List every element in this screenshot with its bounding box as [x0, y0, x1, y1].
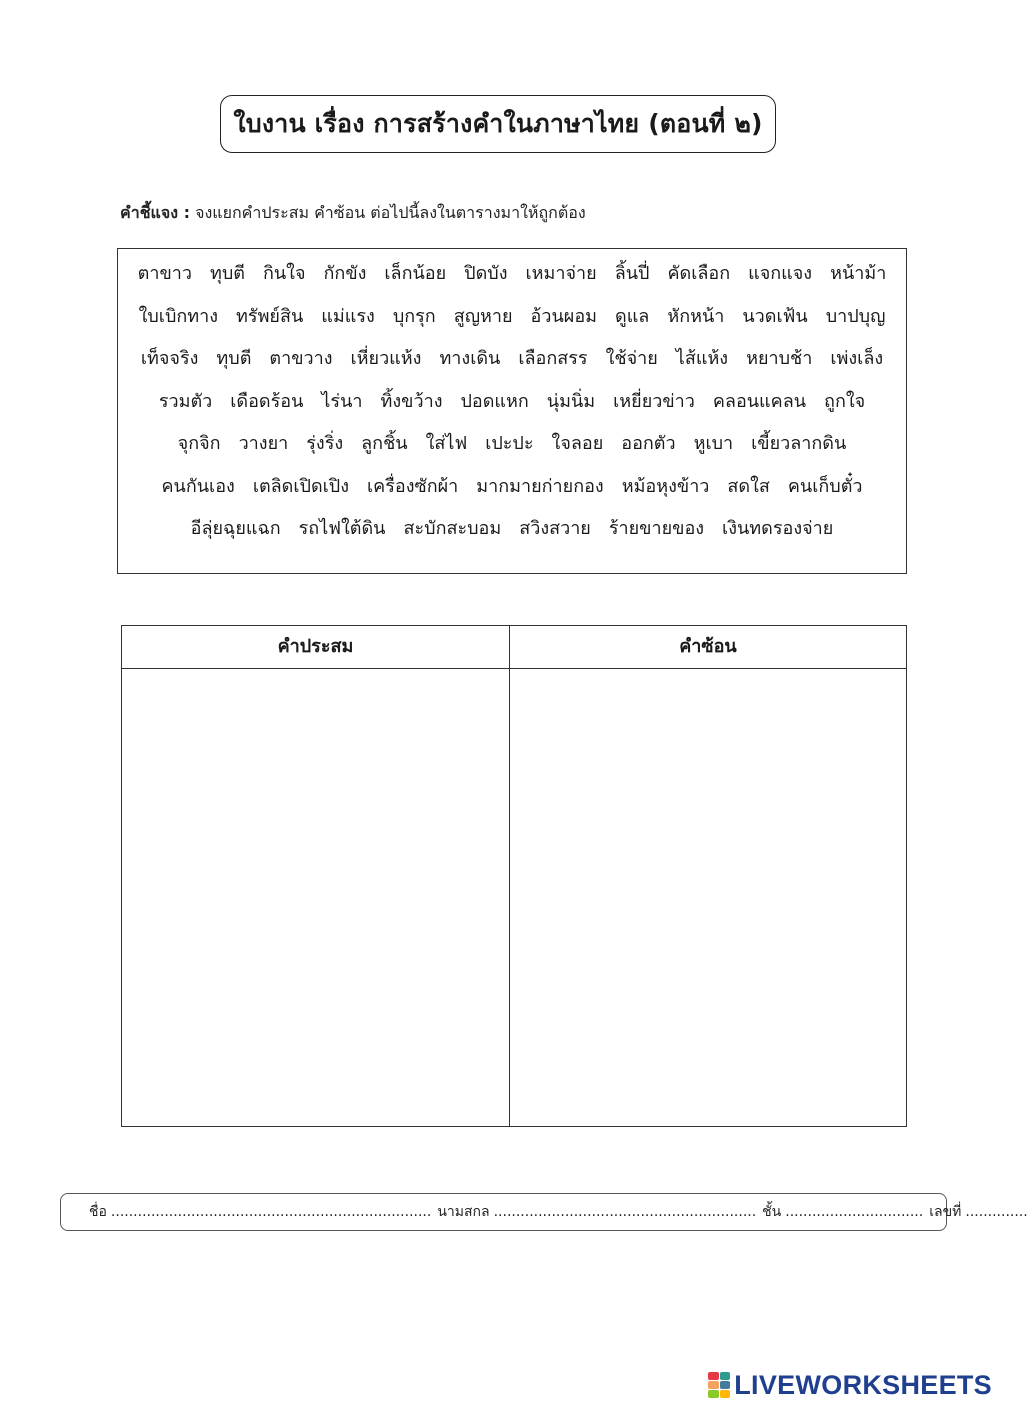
word-item[interactable]: ทุบตี — [216, 348, 252, 369]
class-label: ชั้น — [762, 1204, 782, 1220]
word-item[interactable]: เครื่องซักผ้า — [367, 475, 459, 497]
word-item[interactable]: แม่แรง — [321, 305, 375, 327]
header-doublet-words: คำซ้อน — [679, 636, 737, 657]
word-item[interactable]: ลิ้นปี่ — [614, 263, 650, 284]
word-item[interactable]: เพ่งเล็ง — [830, 348, 884, 369]
worksheet-title-box — [220, 95, 776, 153]
logo-square — [708, 1372, 719, 1380]
word-item[interactable]: คนเก็บตั๋ว — [787, 475, 863, 497]
word-item[interactable]: เดือดร้อน — [230, 390, 304, 412]
word-item[interactable]: ทิ้งขว้าง — [380, 390, 443, 412]
word-item[interactable]: ถูกใจ — [824, 390, 866, 412]
instruction — [120, 201, 586, 226]
class-field[interactable]: ............................... — [785, 1204, 924, 1220]
word-item[interactable]: แจกแจง — [748, 263, 813, 284]
word-line — [118, 432, 906, 456]
word-item[interactable]: เหยี่ยวข่าว — [613, 390, 695, 412]
word-item[interactable]: สดใส — [727, 475, 770, 497]
compound-words-drop-area[interactable] — [122, 670, 509, 1126]
logo-square — [720, 1390, 731, 1398]
word-item[interactable]: ทุบตี — [209, 263, 245, 284]
number-label: เลขที่ — [929, 1204, 962, 1220]
instruction-text: จงแยกคำประสม คำซ้อน ต่อไปนี้ลงในตารางมาให้ถูกต้อง — [195, 203, 586, 222]
word-item[interactable]: รถไฟใต้ดิน — [298, 518, 386, 539]
word-item[interactable]: รุ่งริ่ง — [306, 433, 344, 454]
word-item[interactable]: ร้ายขายของ — [608, 518, 705, 539]
word-item[interactable]: อ้วนผอม — [530, 305, 597, 327]
word-item[interactable]: เลือกสรร — [518, 348, 588, 369]
word-item[interactable]: หักหน้า — [667, 305, 725, 327]
name-label: ชื่อ — [89, 1204, 107, 1220]
word-item[interactable]: ทรัพย์สิน — [236, 305, 304, 327]
word-item[interactable]: ไร่นา — [321, 390, 363, 412]
word-item[interactable]: คัดเลือก — [667, 263, 731, 284]
word-item[interactable]: เตลิดเปิดเปิง — [252, 475, 350, 497]
word-item[interactable]: คลอนแคลน — [712, 390, 807, 412]
word-item[interactable]: ใบเบิกทาง — [138, 305, 219, 327]
word-item[interactable]: สวิงสวาย — [519, 518, 591, 539]
word-item[interactable]: มากมายก่ายกอง — [476, 475, 604, 497]
word-item[interactable]: บุกรุก — [392, 305, 436, 327]
number-field[interactable]: .............. — [965, 1204, 1028, 1220]
word-item[interactable]: สะบักสะบอม — [403, 518, 502, 539]
word-bank — [117, 248, 907, 574]
word-item[interactable]: กักขัง — [323, 263, 367, 284]
answer-table — [121, 625, 907, 1127]
logo-square — [720, 1372, 731, 1380]
word-item[interactable]: ปอดแหก — [460, 390, 529, 412]
word-item[interactable]: เหี่ยวแห้ง — [350, 348, 422, 369]
word-item[interactable]: เล็กน้อย — [384, 263, 447, 284]
word-item[interactable]: ปิดบัง — [464, 263, 508, 284]
word-item[interactable]: รวมตัว — [158, 390, 213, 412]
word-item[interactable]: เขี้ยวลากดิน — [751, 433, 847, 454]
word-item[interactable]: หน้าม้า — [830, 263, 887, 284]
word-item[interactable]: หยาบช้า — [746, 348, 813, 369]
word-item[interactable]: คนกันเอง — [161, 475, 235, 497]
word-line — [118, 347, 906, 371]
word-item[interactable]: สูญหาย — [453, 305, 513, 327]
word-item[interactable]: ไส้แห้ง — [675, 348, 729, 369]
word-item[interactable]: เท็จจริง — [140, 348, 199, 369]
word-item[interactable]: นุ่มนิ่ม — [546, 390, 596, 412]
logo-square — [720, 1381, 731, 1389]
worksheet-title: ใบงาน เรื่อง การสร้างคำในภาษาไทย (ตอนที่ ๒) — [233, 109, 763, 138]
liveworksheets-logo-icon — [708, 1372, 730, 1398]
word-item[interactable]: หูเบา — [693, 433, 734, 454]
word-item[interactable]: ตาขาว — [137, 263, 192, 284]
word-line — [118, 475, 906, 499]
word-item[interactable]: ออกตัว — [621, 433, 676, 454]
word-item[interactable]: ใส่ไฟ — [425, 433, 468, 454]
logo-square — [708, 1390, 719, 1398]
word-item[interactable]: บาปบุญ — [825, 305, 886, 327]
liveworksheets-brand — [708, 1369, 992, 1401]
word-line — [118, 305, 906, 329]
logo-square — [708, 1381, 719, 1389]
word-line — [118, 517, 906, 541]
word-item[interactable]: เปะปะ — [485, 433, 534, 454]
word-item[interactable]: อีลุ่ยฉุยแฉก — [190, 518, 281, 539]
word-item[interactable]: วางยา — [238, 433, 289, 454]
word-item[interactable]: นวดเฟ้น — [742, 305, 808, 327]
word-item[interactable]: เงินทดรองจ่าย — [722, 518, 834, 539]
header-compound-words: คำประสม — [277, 636, 354, 657]
header-divider — [122, 668, 906, 669]
word-line — [118, 262, 906, 286]
instruction-label: คำชี้แจง : — [120, 203, 191, 222]
word-item[interactable]: ดูแล — [615, 305, 650, 327]
word-item[interactable]: กินใจ — [262, 263, 306, 284]
brand-name: LIVEWORKSHEETS — [734, 1369, 992, 1400]
name-field[interactable]: ........................................................................ — [110, 1204, 432, 1220]
word-line — [118, 390, 906, 414]
word-item[interactable]: ใช้จ่าย — [605, 348, 658, 369]
word-item[interactable]: ทางเดิน — [439, 348, 501, 369]
word-item[interactable]: ตาขวาง — [269, 348, 333, 369]
student-info-footer — [60, 1193, 1028, 1231]
word-item[interactable]: จุกจิก — [177, 433, 221, 454]
surname-label: นามสกล — [437, 1204, 490, 1220]
word-item[interactable]: หม้อหุงข้าว — [621, 475, 710, 497]
word-item[interactable]: เหมาจ่าย — [525, 263, 597, 284]
doublet-words-drop-area[interactable] — [510, 670, 906, 1126]
word-item[interactable]: ใจลอย — [551, 433, 604, 454]
word-item[interactable]: ลูกชิ้น — [361, 433, 408, 454]
surname-field[interactable]: ........................................................... — [493, 1204, 757, 1220]
